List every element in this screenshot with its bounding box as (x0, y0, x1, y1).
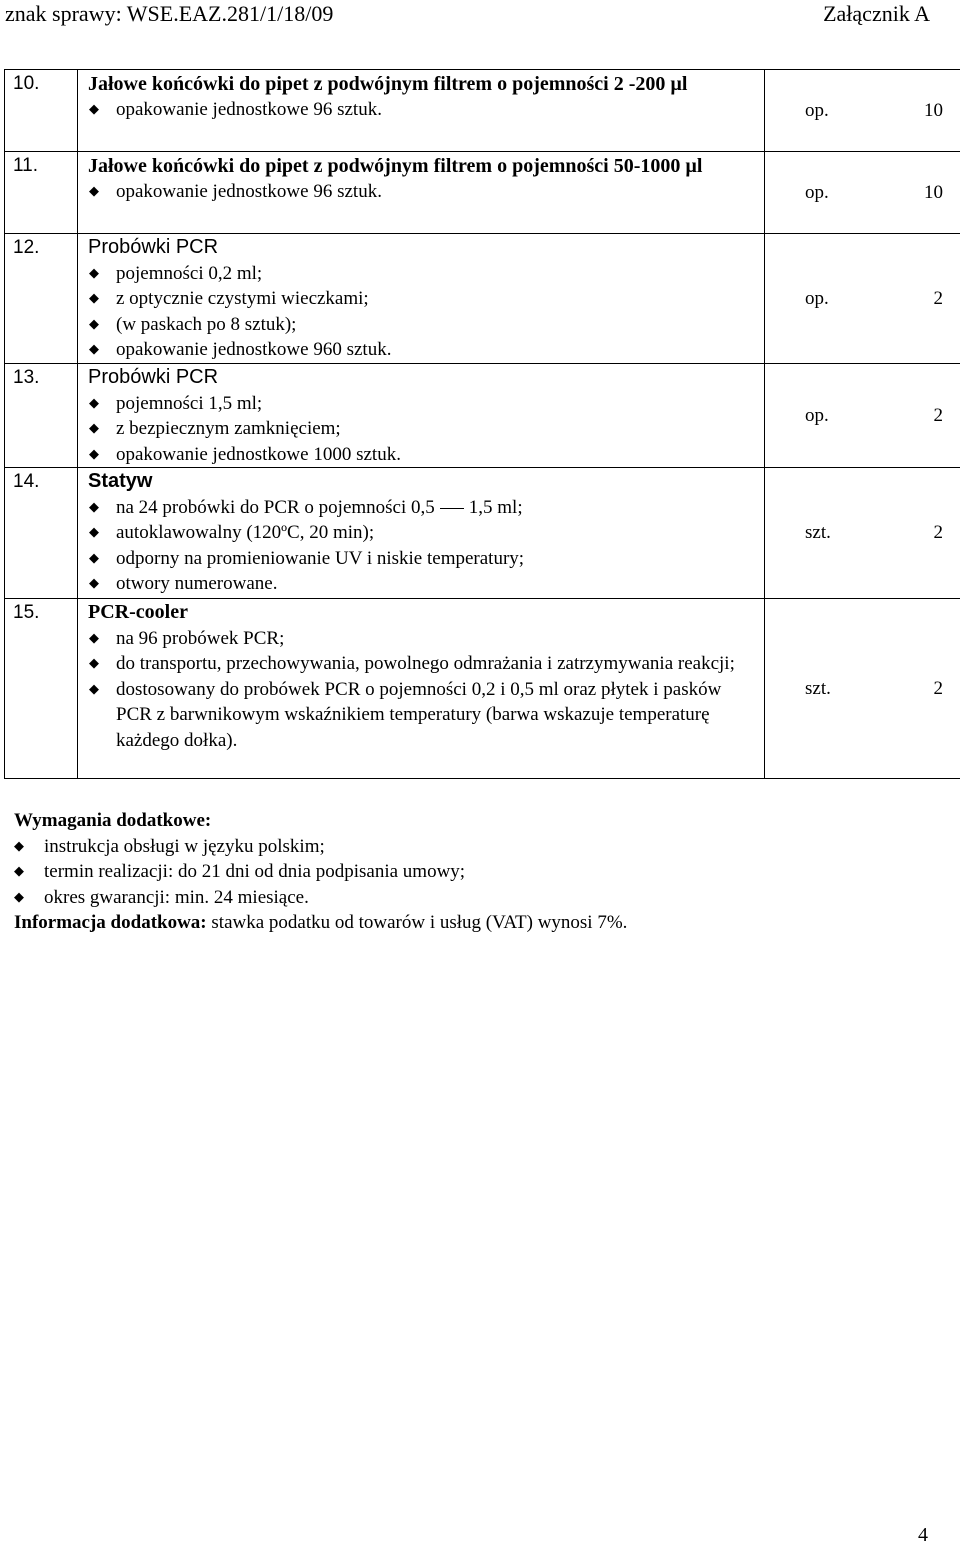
additional-info (14, 910, 944, 936)
diamond-bullet-icon: ◆ (89, 337, 99, 363)
item-title: Jałowe końcówki do pipet z podwójnym filtrem o pojemności 2 -200 µl (88, 71, 764, 97)
item-title: Jałowe końcówki do pipet z podwójnym filtrem o pojemności 50-1000 µl (88, 153, 764, 179)
item-title: Statyw (88, 469, 764, 495)
item-number: 14. (5, 468, 78, 599)
diamond-bullet-icon: ◆ (89, 677, 99, 703)
unit: szt. (805, 676, 831, 702)
unit: op. (805, 98, 829, 124)
list-item: ◆ opakowanie jednostkowe 96 sztuk. (88, 179, 764, 205)
requirements-heading: Wymagania dodatkowe: (14, 808, 944, 834)
item-quantity (765, 364, 960, 468)
item-number: 11. (5, 152, 78, 234)
list-item: ◆ (w paskach po 8 sztuk); (88, 312, 764, 338)
quantity: 2 (934, 520, 944, 546)
diamond-bullet-icon: ◆ (89, 391, 99, 417)
item-quantity (765, 70, 960, 152)
unit: op. (805, 403, 829, 429)
list-item: ◆ dostosowany do probówek PCR o pojemności 0,2 i 0,5 ml oraz płytek i pasków PCR z barwnikowym wskaźnikiem temperatury (barwa wskazuje temperaturę każdego dołka). (88, 677, 764, 754)
list-item: ◆ opakowanie jednostkowe 1000 sztuk. (88, 442, 764, 468)
list-item: ◆ opakowanie jednostkowe 96 sztuk. (88, 97, 764, 123)
item-description (78, 364, 765, 468)
list-item: ◆ z bezpiecznym zamknięciem; (88, 416, 764, 442)
list-item: ◆ na 96 probówek PCR; (88, 626, 764, 652)
item-number: 12. (5, 234, 78, 364)
diamond-bullet-icon: ◆ (89, 442, 99, 468)
list-item: ◆ opakowanie jednostkowe 960 sztuk. (88, 337, 764, 363)
additional-requirements (14, 808, 944, 936)
quantity: 10 (924, 180, 943, 206)
unit: op. (805, 180, 829, 206)
diamond-bullet-icon: ◆ (89, 651, 99, 677)
item-number: 15. (5, 599, 78, 779)
table-row (5, 468, 960, 599)
page-header (0, 0, 960, 30)
diamond-bullet-icon: ◆ (89, 416, 99, 442)
items-table (4, 69, 960, 779)
list-item: ◆ odporny na promieniowanie UV i niskie temperatury; (88, 546, 764, 572)
quantity: 2 (934, 676, 944, 702)
diamond-bullet-icon: ◆ (89, 520, 99, 546)
item-quantity (765, 234, 960, 364)
info-label: Informacja dodatkowa: (14, 912, 207, 933)
list-item: ◆ do transportu, przechowywania, powolnego odmrażania i zatrzymywania reakcji; (88, 651, 764, 677)
diamond-bullet-icon: ◆ (14, 885, 24, 911)
item-title: PCR-cooler (88, 600, 764, 626)
quantity: 2 (934, 403, 944, 429)
item-description (78, 70, 765, 152)
list-item: ◆ okres gwarancji: min. 24 miesiące. (14, 885, 944, 911)
quantity: 2 (934, 286, 944, 312)
item-quantity (765, 152, 960, 234)
list-item: ◆ z optycznie czystymi wieczkami; (88, 286, 764, 312)
diamond-bullet-icon: ◆ (89, 546, 99, 572)
unit: szt. (805, 520, 831, 546)
diamond-bullet-icon: ◆ (14, 834, 24, 860)
info-text: stawka podatku od towarów i usług (VAT) wynosi 7%. (207, 912, 628, 933)
diamond-bullet-icon: ◆ (89, 286, 99, 312)
table-row (5, 70, 960, 152)
item-title: Probówki PCR (88, 235, 764, 261)
unit: op. (805, 286, 829, 312)
item-description (78, 152, 765, 234)
item-description (78, 234, 765, 364)
diamond-bullet-icon: ◆ (89, 312, 99, 338)
list-item: ◆ otwory numerowane. (88, 571, 764, 597)
list-item: ◆ na 24 probówki do PCR o pojemności 0,5 1,5 ml; (88, 495, 764, 521)
page-number: 4 (918, 1523, 928, 1549)
list-item: ◆ autoklawowalny (120ºC, 20 min); (88, 520, 764, 546)
table-row (5, 234, 960, 364)
item-description (78, 468, 765, 599)
list-item: ◆ pojemności 0,2 ml; (88, 261, 764, 287)
item-number: 13. (5, 364, 78, 468)
table-row (5, 364, 960, 468)
item-description (78, 599, 765, 779)
list-item: ◆ termin realizacji: do 21 dni od dnia podpisania umowy; (14, 859, 944, 885)
list-item: ◆ instrukcja obsługi w języku polskim; (14, 834, 944, 860)
table-row (5, 152, 960, 234)
diamond-bullet-icon: ◆ (89, 495, 99, 521)
diamond-bullet-icon: ◆ (89, 97, 99, 123)
item-quantity (765, 468, 960, 599)
quantity: 10 (924, 98, 943, 124)
table-row (5, 599, 960, 779)
item-title: Probówki PCR (88, 365, 764, 391)
diamond-bullet-icon: ◆ (89, 261, 99, 287)
item-quantity (765, 599, 960, 779)
diamond-bullet-icon: ◆ (89, 626, 99, 652)
diamond-bullet-icon: ◆ (14, 859, 24, 885)
diamond-bullet-icon: ◆ (89, 571, 99, 597)
annex-label: Załącznik A (823, 1, 930, 27)
diamond-bullet-icon: ◆ (89, 179, 99, 205)
item-number: 10. (5, 70, 78, 152)
case-number: znak sprawy: WSE.EAZ.281/1/18/09 (5, 1, 333, 27)
list-item: ◆ pojemności 1,5 ml; (88, 391, 764, 417)
dash-separator (440, 508, 464, 509)
